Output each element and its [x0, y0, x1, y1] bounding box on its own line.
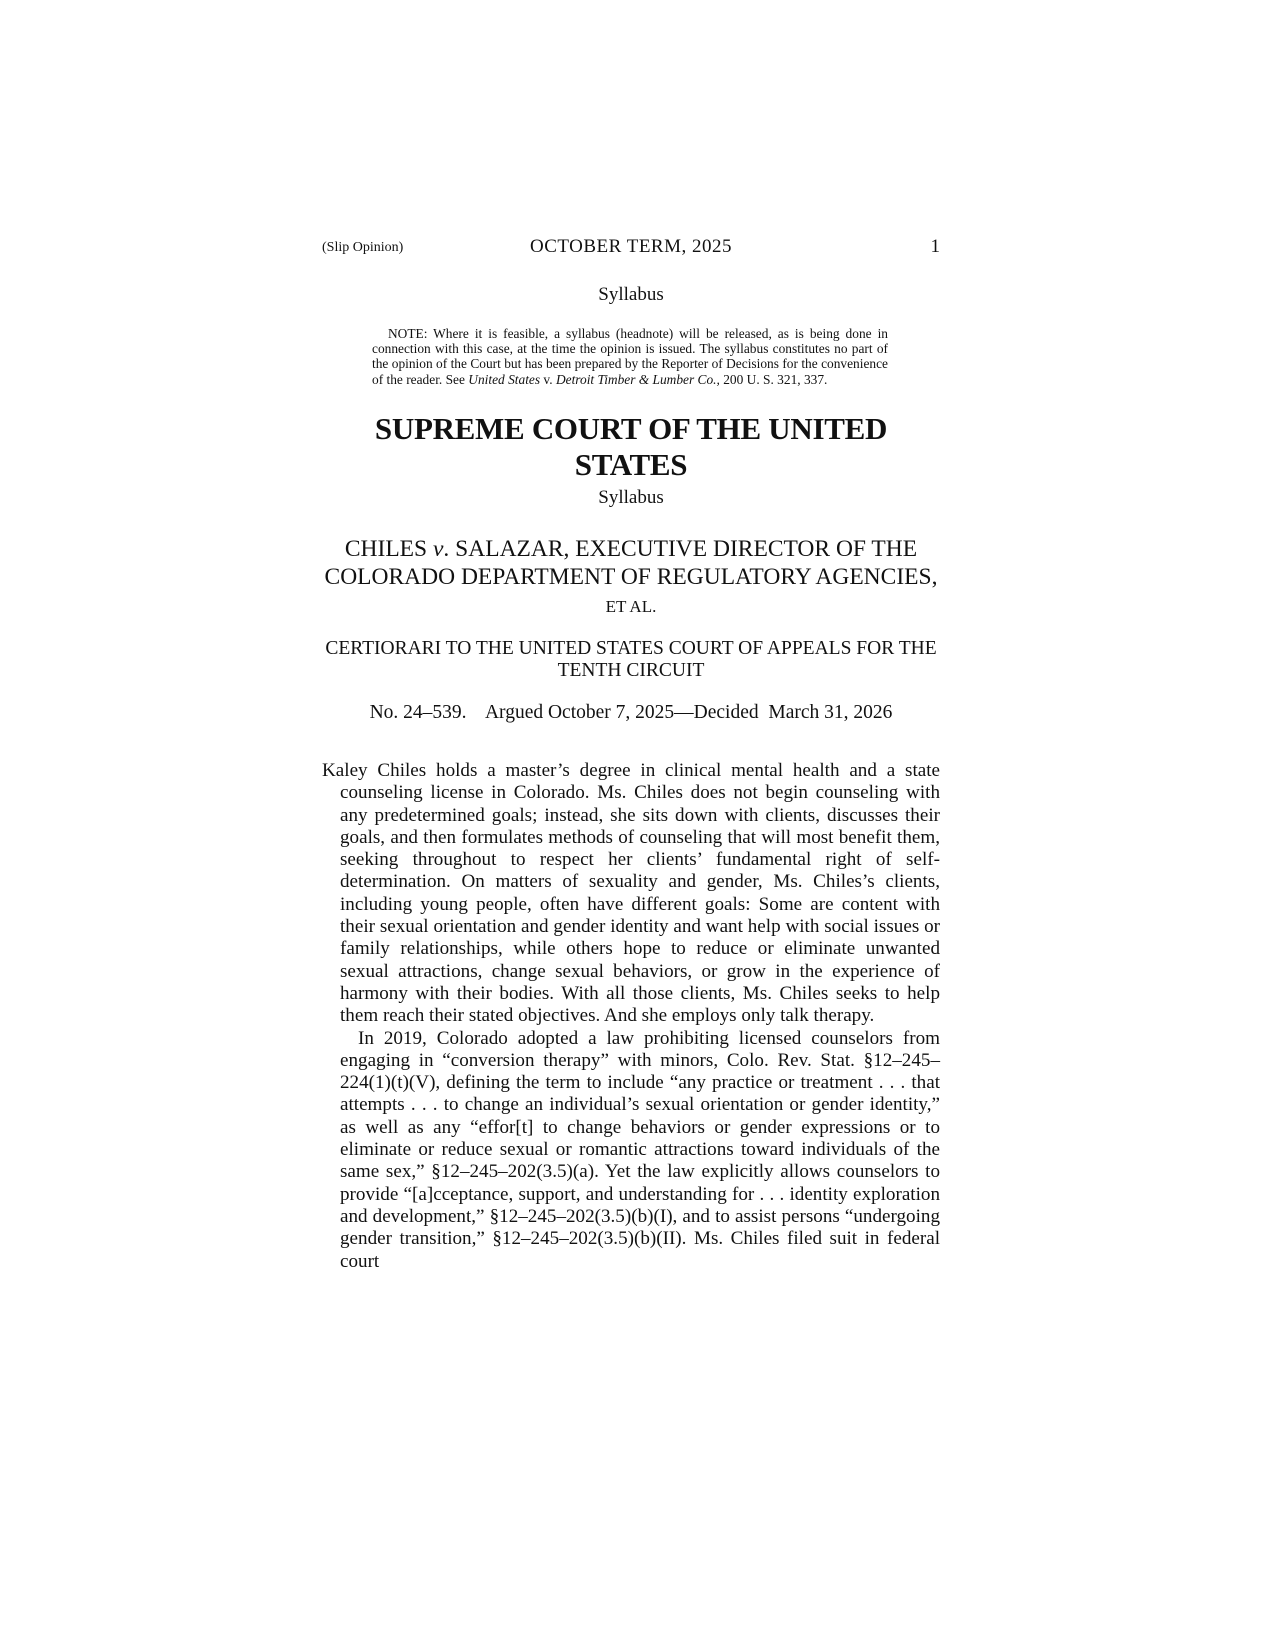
- body-paragraph-2-text: In 2019, Colorado adopted a law prohibiting licensed counselors from engaging in “conversion therapy” with minors, Colo. Rev. Stat. §12–245–224(1)(t)(V), defining the term to include “any practice or treatment . . . that attempts . . . to change an individual’s sexual orientation or gender identity,” as well as any “effor[t] to change behaviors or gender expressions or to eliminate or reduce sexual or romantic attractions toward individuals of the same sex,” §12–245–202(3.5)(a). Yet the law explicitly allows counselors to provide “[a]cceptance, support, and understanding for . . . identity exploration and development,” §12–245–202(3.5)(b)(I), and to assist persons “undergoing gender transition,” §12–245–202(3.5)(b)(II). Ms. Chiles filed suit in federal court: [340, 1027, 940, 1272]
- body-paragraph-2: [322, 1028, 940, 1273]
- syllabus-heading-top: Syllabus: [598, 284, 664, 305]
- note-case-party-1: United States: [468, 371, 541, 387]
- note-case-party-2: Detroit Timber & Lumber Co.,: [555, 371, 720, 387]
- term-heading: OCTOBER TERM, 2025: [529, 236, 732, 257]
- running-head: [322, 236, 940, 260]
- caption-versus: v: [432, 536, 444, 562]
- docket-line: [322, 702, 940, 724]
- caption-et-al: ET AL.: [605, 597, 657, 616]
- note-versus: v.: [540, 371, 556, 387]
- note-text: NOTE: Where it is feasible, a syllabus (headnote) will be released, as is being done in connection with this case, at the time the opinion is issued. The syllabus constitutes no part of the opinion of the Court but has been prepared by the Reporter of Decisions for the convenience of the reader. See: [372, 326, 888, 387]
- syllabus-heading: Syllabus: [598, 487, 664, 508]
- page-number: 1: [930, 236, 940, 257]
- case-caption: [322, 535, 940, 621]
- slip-opinion-label: (Slip Opinion): [322, 240, 404, 255]
- court-title: SUPREME COURT OF THE UNITED STATES: [374, 411, 888, 482]
- caption-party-1: CHILES: [344, 536, 433, 562]
- docket-text: No. 24–539. Argued October 7, 2025—Decided March 31, 2026: [369, 702, 893, 723]
- certiorari-line: CERTIORARI TO THE UNITED STATES COURT OF APPEALS FOR THE TENTH CIRCUIT: [325, 638, 937, 681]
- syllabus-body: [322, 760, 940, 1273]
- body-paragraph-1: Kaley Chiles holds a master’s degree in clinical mental health and a state counseling license in Colorado. Ms. Chiles does not begin counseling with any predetermined goals; instead, she sits down with clients, discusses their goals, and then formulates methods of counseling that will most benefit them, seeking throughout to respect her clients’ fundamental right of self-determination. On matters of sexuality and gender, Ms. Chiles’s clients, including young people, often have different goals: Some are content with their sexual orientation and gender identity and want help with social issues or family relationships, while others hope to reduce or eliminate unwanted sexual attractions, change sexual behaviors, or grow in the experience of harmony with their bodies. With all those clients, Ms. Chiles seeks to help them reach their stated objectives. And she employs only talk therapy.: [322, 760, 940, 1027]
- note-citation: 200 U. S. 321, 337.: [719, 371, 828, 387]
- reporter-note: [372, 326, 888, 387]
- caption-rest: . SALAZAR, EXECUTIVE DIRECTOR OF THE COLORADO DEPARTMENT OF REGULATORY AGENCIES,: [324, 536, 938, 590]
